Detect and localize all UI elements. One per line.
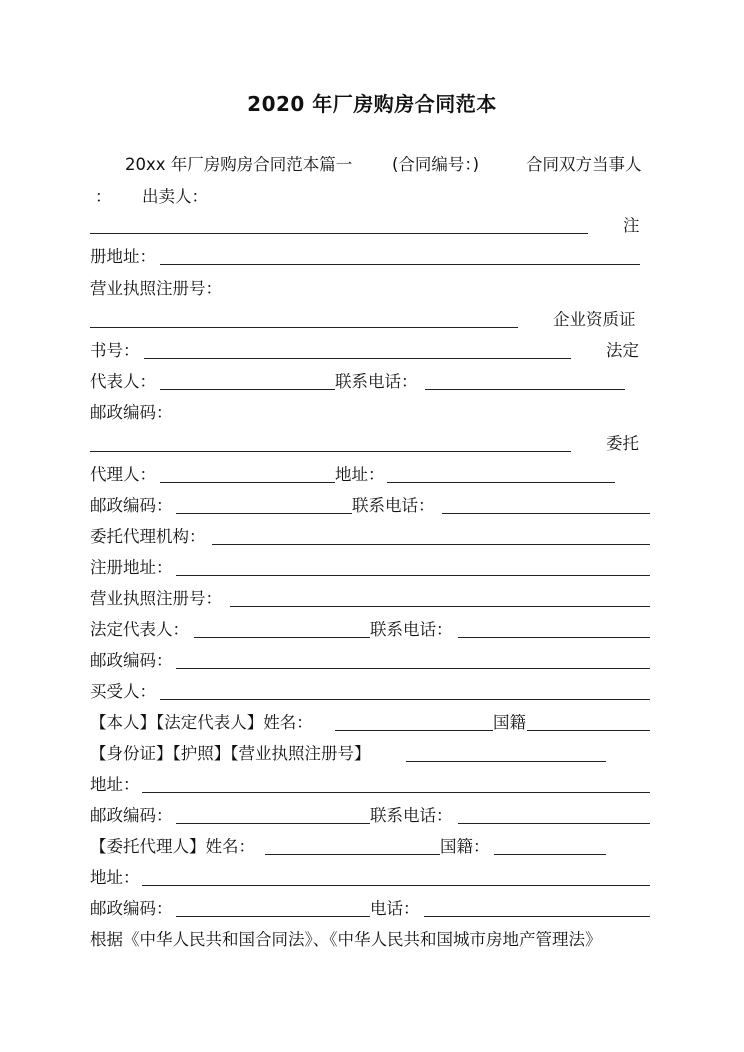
legal-basis-text: 根据《中华人民共和国合同法》、《中华人民共和国城市房地产管理法》 [90, 930, 602, 949]
address-label: 地址： [335, 465, 385, 484]
buyer-postal-line [90, 803, 650, 829]
agent-label: 代理人： [90, 465, 156, 484]
seller-legal-rep-line [90, 369, 650, 395]
phone-label: 联系电话： [352, 496, 435, 515]
seller-cert-line [90, 338, 650, 364]
legal-rep-blank[interactable] [160, 389, 335, 390]
parties-label: 合同双方当事人 [526, 155, 642, 174]
cert-number-blank[interactable] [144, 358, 571, 359]
agency-reg-address-line [90, 555, 650, 581]
buyer-id-line [90, 741, 650, 767]
reg-address-label: 注册地址： [90, 558, 173, 577]
agency-legal-rep-line [90, 617, 650, 643]
phone-label: 联系电话： [370, 806, 453, 825]
agency-postal-line [90, 648, 650, 674]
postal-label: 邮政编码： [90, 899, 173, 918]
agency-line [90, 524, 650, 550]
phone-blank[interactable] [458, 823, 650, 824]
buyer-name-blank[interactable] [335, 730, 493, 731]
agent-prefix: 委托 [606, 434, 639, 453]
reg-address-blank[interactable] [176, 575, 650, 576]
business-license-label: 营业执照注册号： [90, 589, 222, 608]
id-docs-label: 【身份证】【护照】【营业执照注册号】 [90, 744, 371, 763]
tel-blank[interactable] [424, 916, 650, 917]
agency-label: 委托代理机构： [90, 527, 206, 546]
contract-number-label: (合同编号：) [392, 155, 480, 174]
seller-license-line [90, 276, 650, 302]
reg-address-label: 册地址： [90, 247, 156, 266]
phone-blank[interactable] [442, 513, 650, 514]
agency-license-line [90, 586, 650, 612]
postal-blank[interactable] [90, 451, 571, 452]
business-license-blank[interactable] [230, 606, 650, 607]
buyer-label: 买受人： [90, 682, 156, 701]
phone-label: 联系电话： [335, 372, 418, 391]
legal-rep-label: 代表人： [90, 372, 156, 391]
buyer-name-line [90, 710, 650, 736]
buyer-name-label: 【本人】【法定代表人】姓名： [90, 713, 313, 732]
legal-basis-line [90, 927, 650, 953]
business-license-label: 营业执照注册号： [90, 279, 222, 298]
postal-blank[interactable] [176, 513, 352, 514]
seller-postal-blank-line [90, 431, 650, 457]
address-blank[interactable] [387, 482, 615, 483]
legal-prefix: 法定 [606, 341, 639, 360]
agent-name-label: 【委托代理人】姓名： [90, 837, 255, 856]
nationality-blank[interactable] [527, 730, 650, 731]
buyer-agent-address-line [90, 865, 650, 891]
address-label: 地址： [90, 868, 140, 887]
postal-blank[interactable] [176, 668, 650, 669]
phone-label: 联系电话： [370, 620, 453, 639]
legal-rep-blank[interactable] [194, 637, 370, 638]
register-prefix: 注 [623, 216, 640, 235]
postal-label: 邮政编码： [90, 496, 173, 515]
colon-mark: ： [95, 187, 112, 206]
buyer-line [90, 679, 650, 705]
seller-agent-line [90, 462, 650, 488]
seller-agent-postal-line [90, 493, 650, 519]
id-number-blank[interactable] [406, 761, 606, 762]
intro-heading: 20xx 年厂房购房合同范本篇一 [125, 155, 353, 174]
seller-name-blank[interactable] [90, 233, 588, 234]
seller-name-line [90, 213, 650, 239]
buyer-address-line [90, 772, 650, 798]
reg-address-blank[interactable] [160, 264, 640, 265]
seller-label: 出卖人： [142, 187, 208, 206]
seller-reg-address-line [90, 244, 650, 270]
agency-blank[interactable] [212, 544, 650, 545]
document-title: 2020 年厂房购房合同范本 [247, 92, 497, 116]
nationality-label: 国籍 [493, 713, 526, 732]
phone-blank[interactable] [458, 637, 650, 638]
postal-blank[interactable] [176, 916, 370, 917]
seller-license-blank-line [90, 307, 650, 333]
postal-label: 邮政编码： [90, 806, 173, 825]
business-license-blank[interactable] [90, 327, 518, 328]
nationality-label: 国籍： [440, 837, 490, 856]
buyer-agent-line [90, 834, 650, 860]
agent-blank[interactable] [160, 482, 335, 483]
intro-line [90, 152, 650, 178]
address-blank[interactable] [142, 885, 650, 886]
seller-line [90, 184, 650, 210]
buyer-agent-postal-line [90, 896, 650, 922]
seller-postal-line [90, 400, 650, 426]
address-label: 地址： [90, 775, 140, 794]
legal-rep-label: 法定代表人： [90, 620, 189, 639]
agent-name-blank[interactable] [265, 854, 440, 855]
cert-number-label: 书号： [90, 341, 140, 360]
tel-label: 电话： [370, 899, 420, 918]
phone-blank[interactable] [425, 389, 625, 390]
qualification-cert-label: 企业资质证 [553, 310, 636, 329]
buyer-blank[interactable] [160, 699, 650, 700]
postal-blank[interactable] [176, 823, 370, 824]
address-blank[interactable] [142, 792, 650, 793]
postal-label: 邮政编码： [90, 651, 173, 670]
postal-label: 邮政编码： [90, 403, 173, 422]
nationality-blank[interactable] [494, 854, 606, 855]
